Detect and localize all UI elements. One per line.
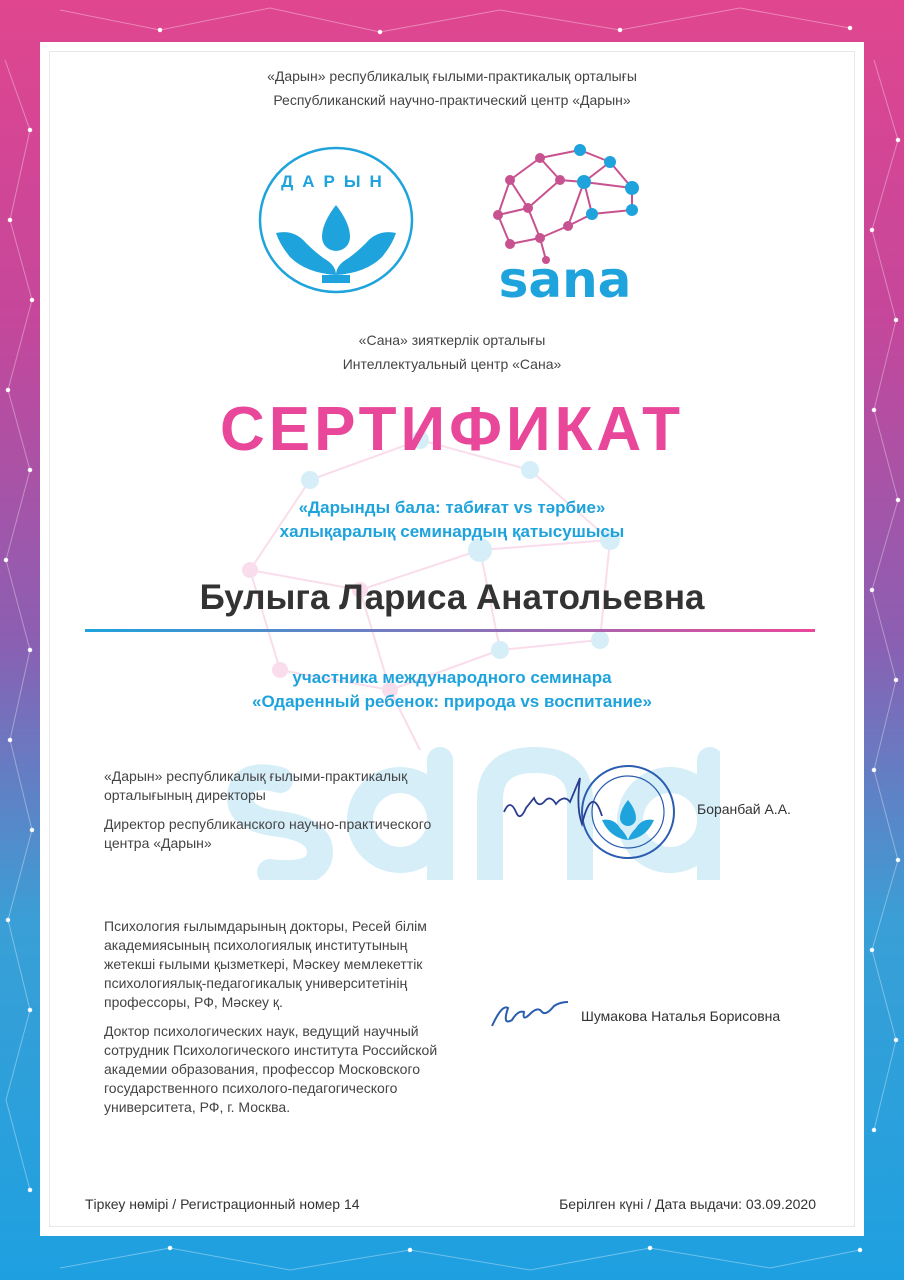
seminar-kz-line2: халықаралық семинардың қатысушысы [279, 522, 625, 541]
signer1-title [104, 767, 494, 853]
signer2-ru-line: академии образования, профессор Московского [104, 1061, 421, 1077]
registration-number: Тіркеу нөмірі / Регистрационный номер 14 [85, 1196, 360, 1212]
signer2-kz-line: академиясының психологиялық институтының [104, 937, 408, 953]
signer2-signature [488, 1000, 572, 1034]
sana-logo-text: sana [498, 251, 632, 305]
signer2-ru-line: сотрудник Психологического института Российской [104, 1042, 438, 1058]
signer2-ru-line: государственного психолого-педагогического [104, 1080, 398, 1096]
daryn-logo-text: ДАРЫН [281, 172, 391, 191]
signer2-title [104, 917, 494, 1117]
signer2-name: Шумакова Наталья Борисовна [581, 1008, 781, 1024]
signer2-ru-line: университета, РФ, г. Москва. [104, 1099, 291, 1115]
signer2-kz-line: Психология ғылымдарының докторы, Ресей білім [104, 918, 427, 934]
sana-logo [480, 140, 650, 305]
intellectual-center [40, 328, 864, 376]
signer1-name: Боранбай А.А. [697, 801, 791, 817]
header-line-ru: Республиканский научно-практический центр «Дарын» [273, 92, 631, 108]
seminar-ru [40, 666, 864, 714]
seminar-ru-line2: «Одаренный ребенок: природа vs воспитание» [252, 692, 652, 711]
center-line-ru: Интеллектуальный центр «Сана» [342, 356, 562, 372]
certificate-title: СЕРТИФИКАТ [220, 395, 684, 464]
signer2-kz-line: психологиялық-педагогикалық университетінің [104, 975, 408, 991]
seminar-kz-line1: «Дарынды бала: табиғат vs тәрбие» [298, 498, 606, 517]
center-line-kz: «Сана» зияткерлік орталығы [358, 332, 546, 348]
recipient-name: Булыга Лариса Анатольевна [199, 578, 705, 617]
signer1-kz-line1: «Дарын» республикалық ғылыми-практикалық [104, 768, 408, 784]
daryn-logo [256, 145, 416, 295]
signer2-kz-line: жетекші ғылыми қызметкері, Мәскеу мемлекеттік [104, 956, 423, 972]
seminar-ru-line1: участника международного семинара [292, 668, 612, 687]
signer1-ru-line1: Директор республиканского научно-практического [104, 816, 432, 832]
seminar-kz [40, 496, 864, 544]
header-organization [40, 64, 864, 112]
signer2-ru-line: Доктор психологических наук, ведущий научный [104, 1023, 419, 1039]
header-line-kz: «Дарын» республикалық ғылыми-практикалық орталығы [267, 68, 637, 84]
signer1-signature-stamp [498, 762, 688, 862]
name-underline [85, 629, 815, 632]
signer1-kz-line2: орталығының директоры [104, 787, 266, 803]
signer2-kz-line: профессоры, РФ, Мәскеу қ. [104, 994, 283, 1010]
signer1-ru-line2: центра «Дарын» [104, 835, 212, 851]
issue-date: Берілген күні / Дата выдачи: 03.09.2020 [559, 1196, 816, 1212]
